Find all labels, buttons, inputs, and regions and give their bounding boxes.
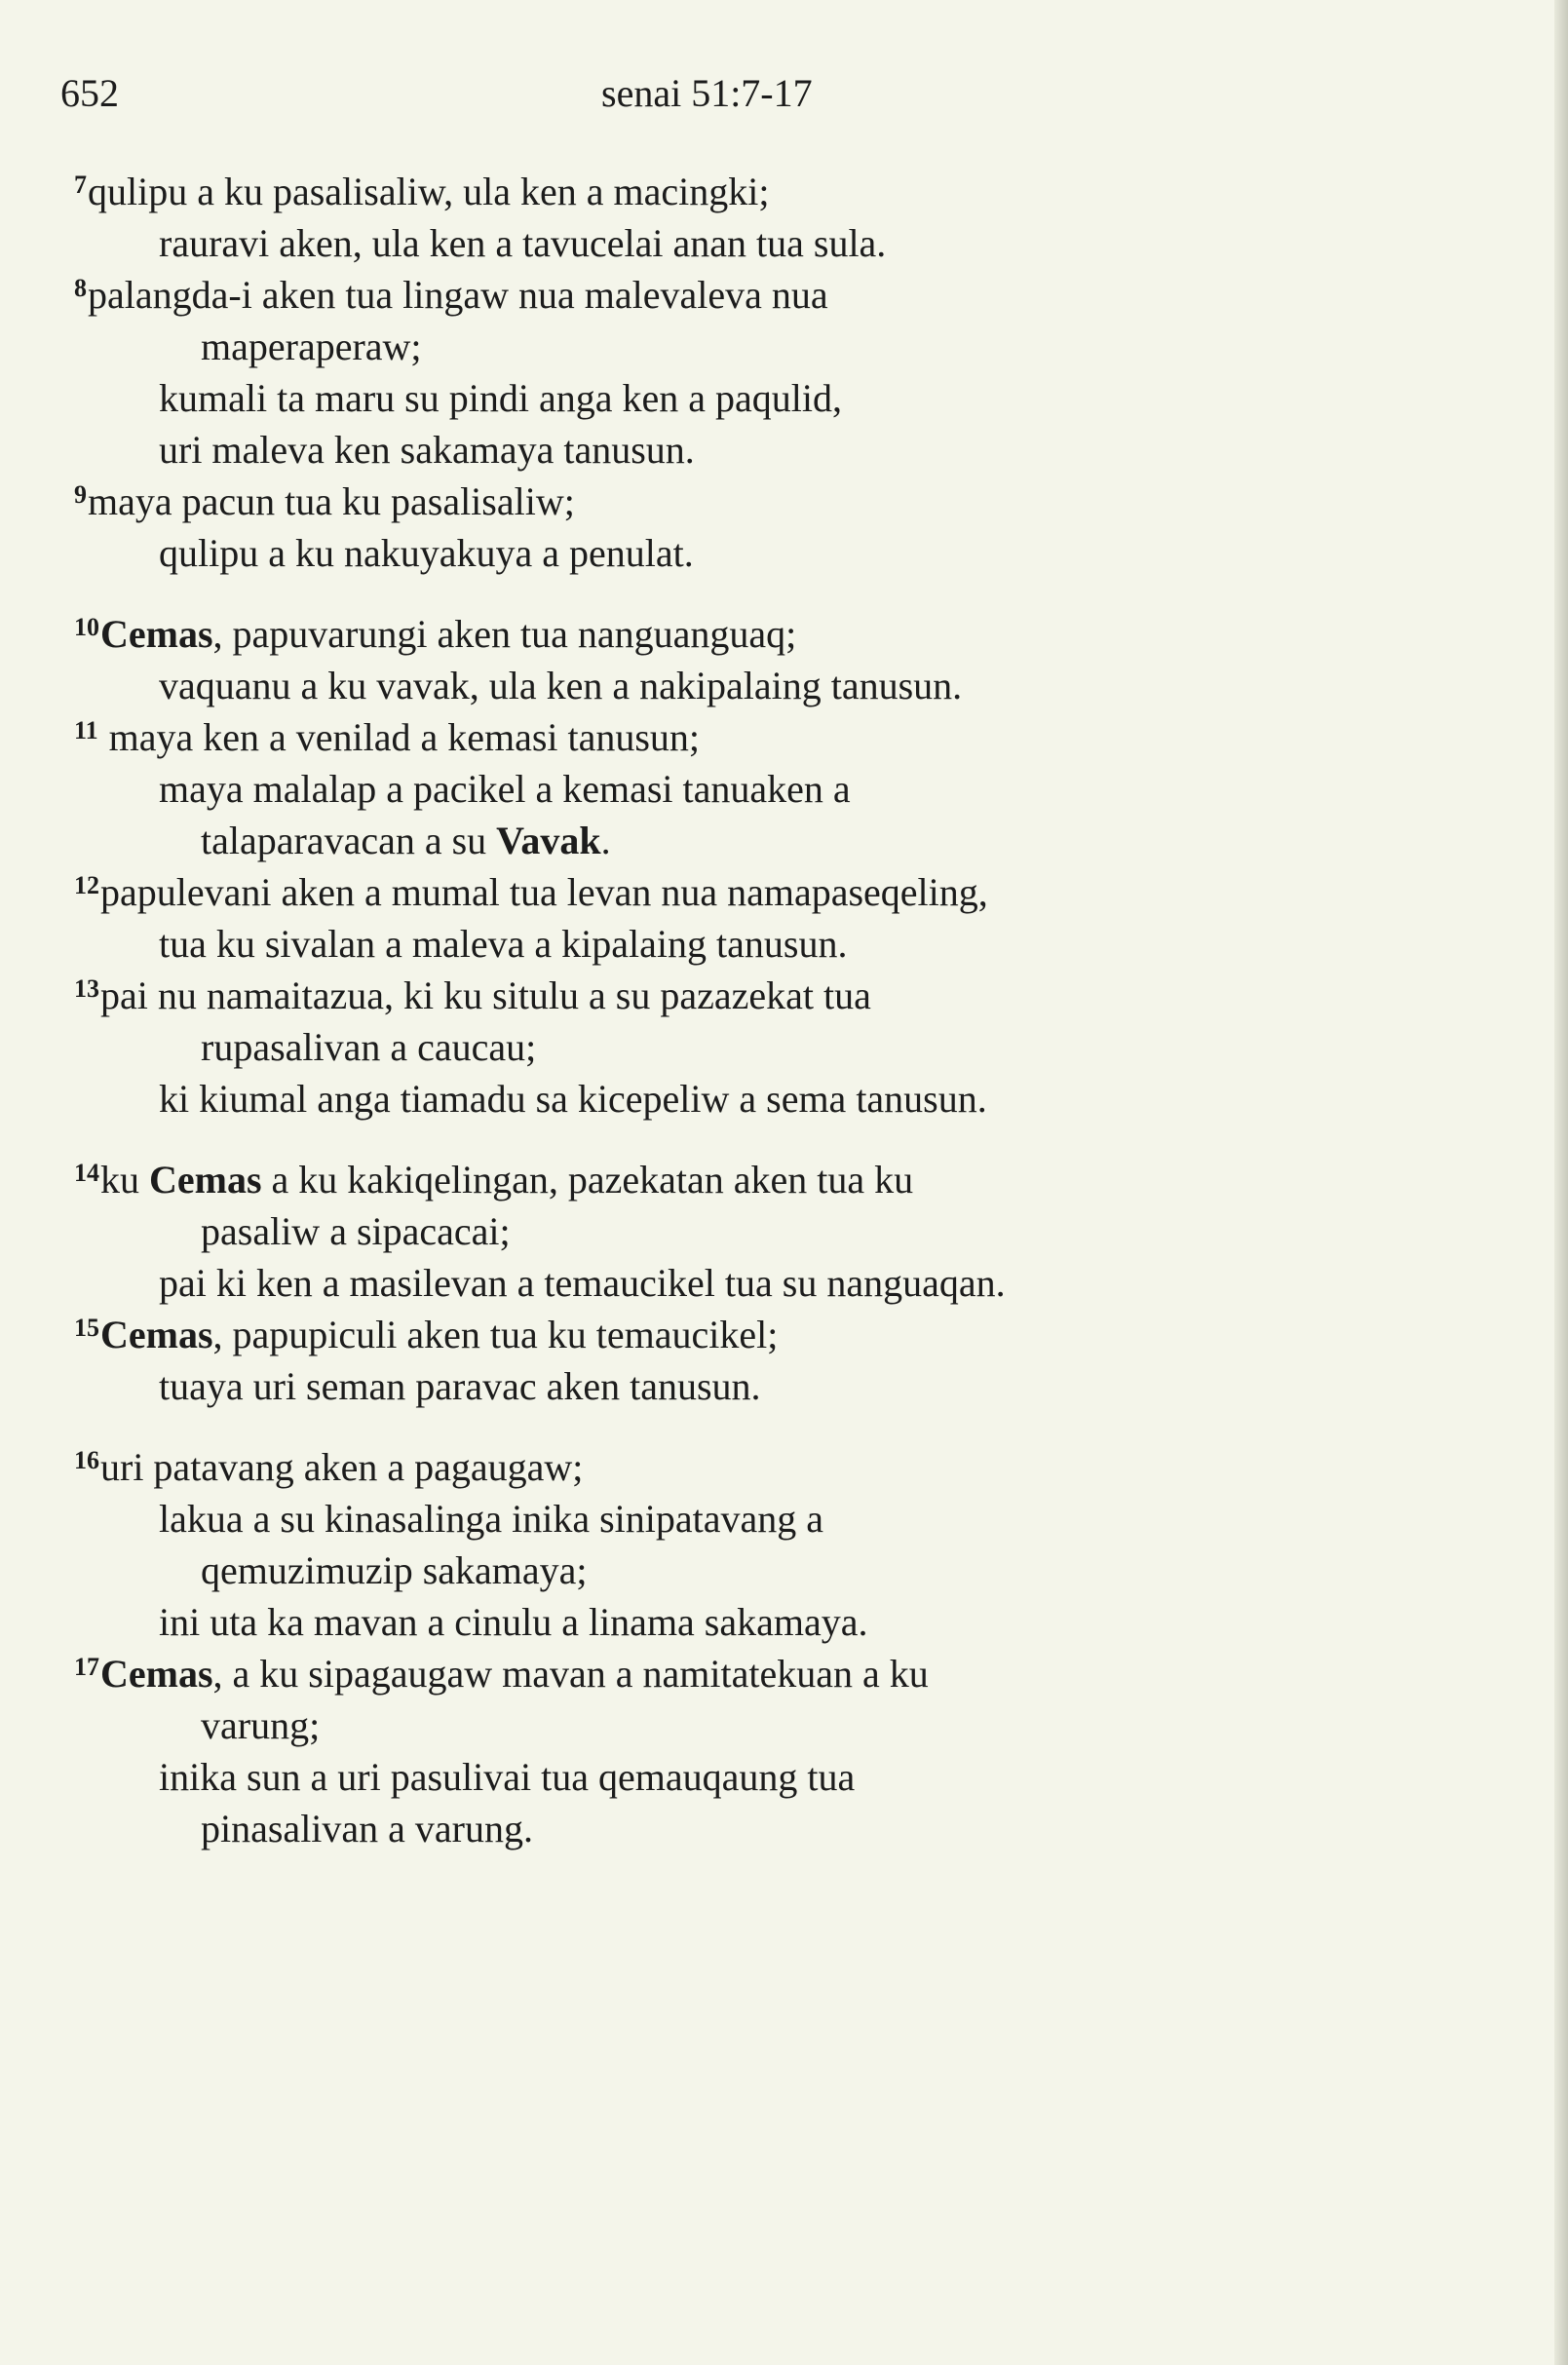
verse-line-start [74,1312,778,1358]
verse-line-start [74,611,796,658]
verse-line-start [74,478,575,525]
page-number: 652 [60,71,119,115]
verse-text: talaparavacan a su [201,819,497,862]
verse-number: 14 [74,1159,99,1187]
verse-line [201,1806,533,1852]
verse-line [159,1076,987,1123]
verse-text: kumali ta maru su pindi anga ken a paqulid, [159,376,842,420]
verse-line-start [74,869,988,916]
verse-number: 15 [74,1314,99,1342]
verse-number: 17 [74,1653,99,1681]
verse-line [201,324,422,370]
verse-text: palangda-i aken tua lingaw nua malevaleva nua [88,273,828,317]
verse-line [201,1208,511,1255]
verse-text: varung; [201,1703,321,1747]
verse-line [159,1260,1006,1307]
verse-number: 7 [74,171,87,199]
divine-name: Cemas [100,612,213,656]
verse-line-start [74,272,828,319]
verse-line-start [74,1651,929,1697]
running-head: senai 51:7-17 [601,71,813,115]
verse-line-start [74,169,769,215]
verse-text: tuaya uri seman paravac aken tanusun. [159,1364,761,1408]
verse-line [201,818,611,864]
verse-text: maya malalap a pacikel a kemasi tanuaken a [159,767,851,811]
verse-text: , papuvarungi aken tua nanguanguaq; [212,612,797,656]
divine-name: Cemas [100,1313,213,1356]
verse-text: a ku kakiqelingan, pazekatan aken tua ku [261,1158,914,1202]
verse-text: pai ki ken a masilevan a temaucikel tua su nanguaqan. [159,1261,1006,1305]
verse-text: maya ken a venilad a kemasi tanusun; [98,715,701,759]
verse-line [159,220,886,267]
divine-name: Cemas [149,1158,262,1202]
verse-text: tua ku sivalan a maleva a kipalaing tanusun. [159,922,848,966]
verse-text: uri patavang aken a pagaugaw; [100,1445,584,1489]
verse-number: 10 [74,613,99,641]
verse-line [159,427,695,474]
verse-line [159,766,851,813]
verse-line [159,1599,868,1646]
divine-name: Vavak [496,819,601,862]
verse-number: 8 [74,274,87,302]
verse-text: ki kiumal anga tiamadu sa kicepeliw a sema tanusun. [159,1077,987,1121]
verse-number: 9 [74,480,87,509]
verse-text: pasaliw a sipacacai; [201,1209,511,1253]
verse-line [159,1496,823,1543]
verse-line [159,921,847,968]
verse-text: inika sun a uri pasulivai tua qemauqaung tua [159,1755,856,1799]
verse-text: , papupiculi aken tua ku temaucikel; [212,1313,779,1356]
verse-line-start [74,1157,913,1203]
verse-number: 13 [74,974,99,1003]
divine-name: Cemas [100,1652,213,1696]
page-header [0,70,1568,129]
verse-text: pai nu namaitazua, ki ku situlu a su pazazekat tua [100,973,871,1017]
verse-number: 12 [74,871,99,899]
verse-text: qemuzimuzip sakamaya; [201,1548,588,1592]
verse-text: pinasalivan a varung. [201,1807,533,1850]
verse-line [159,530,694,577]
verse-text: maperaperaw; [201,324,422,368]
verse-line [159,1754,855,1801]
verse-line-start [74,714,700,761]
verse-text: , a ku sipagaugaw mavan a namitatekuan a ku [212,1652,929,1696]
verse-number: 16 [74,1446,99,1474]
verse-line [159,375,842,422]
verse-line [159,663,962,709]
verse-line [201,1024,536,1071]
verse-text: maya pacun tua ku pasalisaliw; [88,479,575,523]
verse-text: qulipu a ku nakuyakuya a penulat. [159,531,694,575]
verse-text: uri maleva ken sakamaya tanusun. [159,428,695,472]
verse-text: vaquanu a ku vavak, ula ken a nakipalaing tanusun. [159,664,963,707]
verse-text: lakua a su kinasalinga inika sinipatavang a [159,1497,824,1541]
verse-text: qulipu a ku pasalisaliw, ula ken a macingki; [88,170,770,213]
verse-text: ku [100,1158,149,1202]
verse-text: rupasalivan a caucau; [201,1025,537,1069]
verse-text: . [600,819,611,862]
verse-text: ini uta ka mavan a cinulu a linama sakamaya. [159,1600,868,1644]
verse-line-start [74,973,871,1019]
verse-line [201,1702,320,1749]
verse-line-start [74,1444,583,1491]
verse-text: rauravi aken, ula ken a tavucelai anan tua sula. [159,221,887,265]
verse-text: papulevani aken a mumal tua levan nua namapaseqeling, [100,870,988,914]
verse-line [201,1547,588,1594]
verse-line [159,1363,761,1410]
verse-number: 11 [74,716,98,744]
page-edge [1554,0,1568,2365]
